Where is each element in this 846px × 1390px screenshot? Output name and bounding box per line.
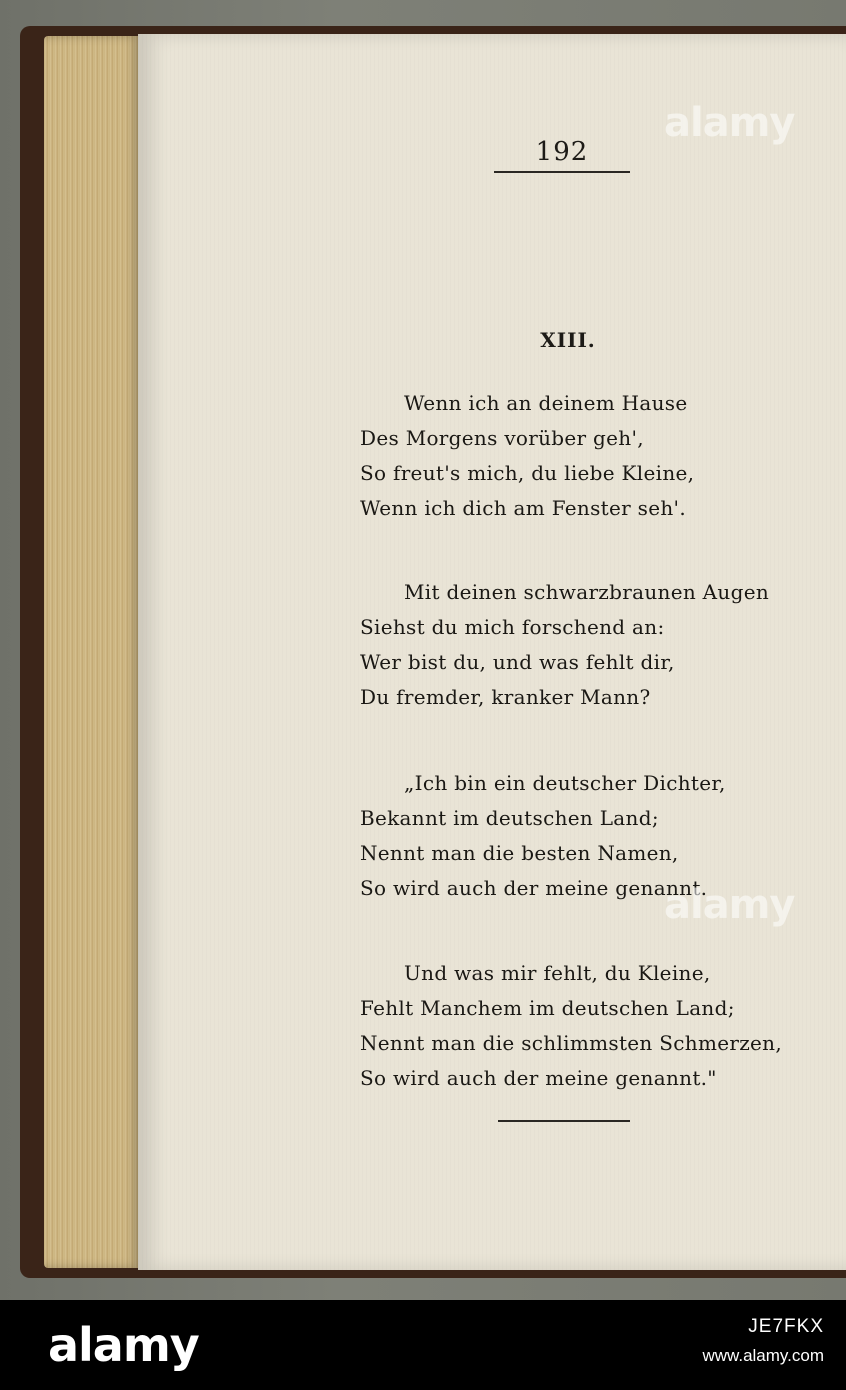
footer-rule [498,1120,630,1122]
verse-line: „Ich bin ein deutscher Dichter, [404,771,726,795]
verse-line: Wenn ich dich am Fenster seh'. [360,496,686,520]
verse-line: Bekannt im deutschen Land; [360,806,659,830]
verse-line: Nennt man die besten Namen, [360,841,679,865]
verse-line: So freut's mich, du liebe Kleine, [360,461,695,485]
verse-line: Du fremder, kranker Mann? [360,685,651,709]
stanza-4 [360,956,820,1096]
verse-line: So wird auch der meine genannt." [360,1066,717,1090]
image-id: JE7FKX [748,1316,824,1337]
verse-line: Wenn ich an deinem Hause [404,391,688,415]
verse-line: So wird auch der meine genannt. [360,876,708,900]
header-rule [494,171,630,173]
stock-footer-bar [0,1300,846,1390]
watermark: alamy [664,100,795,146]
stock-url: www.alamy.com [702,1346,824,1365]
page-edges [44,36,140,1268]
poem-section-numeral: XIII. [540,328,596,352]
alamy-logo: alamy [48,1318,199,1372]
verse-line: Wer bist du, und was fehlt dir, [360,650,675,674]
stanza-2 [360,575,820,715]
page-number: 192 [535,137,589,167]
verse-line: Und was mir fehlt, du Kleine, [404,961,711,985]
verse-line: Des Morgens vorüber geh', [360,426,644,450]
watermark: alamy [664,882,795,928]
verse-line: Mit deinen schwarzbraunen Augen [404,580,770,604]
verse-line: Nennt man die schlimmsten Schmerzen, [360,1031,783,1055]
stanza-1 [360,386,820,526]
verse-line: Siehst du mich forschend an: [360,615,665,639]
verse-line: Fehlt Manchem im deutschen Land; [360,996,735,1020]
stock-info [702,1316,824,1366]
